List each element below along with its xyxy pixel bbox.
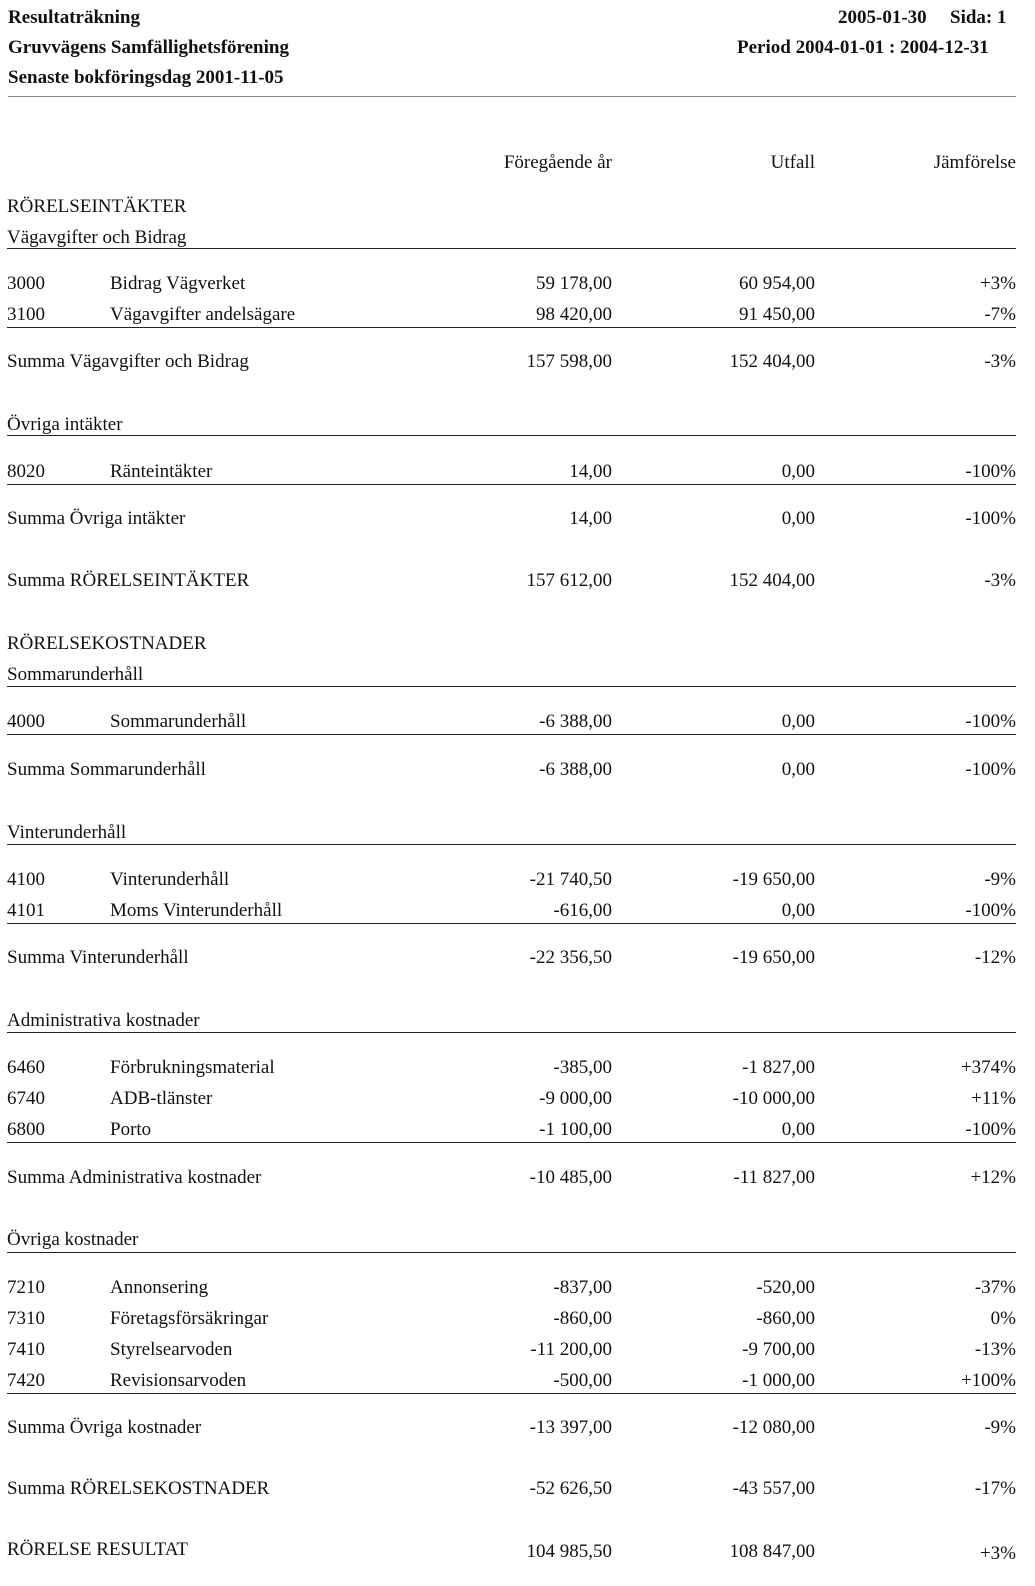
comparison-value: -100% — [965, 461, 1016, 482]
report-title: Resultaträkning — [8, 7, 140, 28]
comparison-value: -37% — [974, 1277, 1016, 1298]
prev-year-value: -9 000,00 — [539, 1088, 612, 1109]
group-rule — [7, 248, 1016, 249]
prev-year-value: -837,00 — [553, 1277, 612, 1298]
subtotal-prev-year: -10 485,00 — [529, 1167, 612, 1188]
account-code: 3100 — [7, 304, 45, 325]
account-code: 7210 — [7, 1277, 45, 1298]
section-total-outcome: 152 404,00 — [729, 570, 815, 591]
account-code: 8020 — [7, 461, 45, 482]
prev-year-value: -616,00 — [553, 900, 612, 921]
prev-year-value: 14,00 — [569, 461, 612, 482]
outcome-value: 0,00 — [781, 1119, 815, 1140]
prev-year-value: -860,00 — [553, 1308, 612, 1329]
rows-rule — [7, 484, 1016, 485]
subtotal-comparison: -12% — [974, 947, 1016, 968]
subtotal-label: Summa Övriga intäkter — [7, 508, 186, 529]
group-rule — [7, 844, 1016, 845]
subtotal-comparison: +12% — [970, 1167, 1016, 1188]
outcome-value: 0,00 — [781, 461, 815, 482]
comparison-value: -13% — [974, 1339, 1016, 1360]
section-total-prev-year: -52 626,50 — [529, 1478, 612, 1499]
section-total-label: Summa RÖRELSEKOSTNADER — [7, 1478, 270, 1499]
account-code: 6740 — [7, 1088, 45, 1109]
subtotal-label: Summa Vägavgifter och Bidrag — [7, 351, 249, 372]
account-name: Vägavgifter andelsägare — [110, 304, 296, 325]
section-title: RÖRELSEKOSTNADER — [7, 633, 207, 654]
account-code: 6460 — [7, 1057, 45, 1078]
col-header-prev-year: Föregående år — [503, 152, 612, 173]
subtotal-outcome: 0,00 — [781, 508, 815, 529]
prev-year-value: 98 420,00 — [536, 304, 612, 325]
prev-year-value: -1 100,00 — [539, 1119, 612, 1140]
subtotal-label: Summa Vinterunderhåll — [7, 947, 189, 968]
subtotal-label: Summa Administrativa kostnader — [7, 1167, 262, 1188]
section-total-outcome: -43 557,00 — [732, 1478, 815, 1499]
account-code: 7310 — [7, 1308, 45, 1329]
outcome-value: 91 450,00 — [739, 304, 815, 325]
account-name: Moms Vinterunderhåll — [110, 900, 283, 921]
group-title: Övriga intäkter — [7, 414, 123, 435]
account-code: 3000 — [7, 273, 45, 294]
rows-rule — [7, 734, 1016, 735]
section-total-comparison: -3% — [984, 570, 1016, 591]
group-title: Vinterunderhåll — [7, 822, 127, 843]
account-name: Styrelsearvoden — [110, 1339, 233, 1360]
group-rule — [7, 435, 1016, 436]
subtotal-outcome: 0,00 — [781, 759, 815, 780]
outcome-value: 0,00 — [781, 711, 815, 732]
group-rule — [7, 1252, 1016, 1253]
comparison-value: +3% — [979, 273, 1016, 294]
account-name: Företagsförsäkringar — [110, 1308, 269, 1329]
page-number: Sida: 1 — [950, 7, 1007, 28]
subtotal-outcome: 152 404,00 — [729, 351, 815, 372]
group-title: Sommarunderhåll — [7, 664, 144, 685]
account-name: Ränteintäkter — [110, 461, 213, 482]
outcome-value: 0,00 — [781, 900, 815, 921]
group-title: Vägavgifter och Bidrag — [7, 227, 187, 248]
group-rule — [7, 1032, 1016, 1033]
outcome-value: -1 827,00 — [742, 1057, 815, 1078]
subtotal-outcome: -12 080,00 — [732, 1417, 815, 1438]
col-header-outcome: Utfall — [770, 152, 815, 173]
outcome-value: -10 000,00 — [732, 1088, 815, 1109]
comparison-value: -9% — [984, 869, 1016, 890]
section-total-label: Summa RÖRELSEINTÄKTER — [7, 570, 250, 591]
subtotal-prev-year: -13 397,00 — [529, 1417, 612, 1438]
comparison-value: +374% — [960, 1057, 1016, 1078]
prev-year-value: -500,00 — [553, 1370, 612, 1391]
account-name: Porto — [110, 1119, 152, 1140]
outcome-value: -520,00 — [756, 1277, 815, 1298]
subtotal-comparison: -9% — [984, 1417, 1016, 1438]
prev-year-value: -21 740,50 — [529, 869, 612, 890]
report-date: 2005-01-30 — [838, 7, 927, 28]
subtotal-outcome: -11 827,00 — [733, 1167, 815, 1188]
group-title: Administrativa kostnader — [7, 1010, 200, 1031]
outcome-value: -19 650,00 — [732, 869, 815, 890]
account-code: 4100 — [7, 869, 45, 890]
report-period: Period 2004-01-01 : 2004-12-31 — [737, 37, 989, 58]
account-name: Bidrag Vägverket — [110, 273, 246, 294]
account-name: Revisionsarvoden — [110, 1370, 247, 1391]
subtotal-label: Summa Sommarunderhåll — [7, 759, 206, 780]
subtotal-comparison: -3% — [984, 351, 1016, 372]
section-title: RÖRELSEINTÄKTER — [7, 196, 187, 217]
section-total-prev-year: 157 612,00 — [526, 570, 612, 591]
subtotal-prev-year: 157 598,00 — [526, 351, 612, 372]
account-code: 6800 — [7, 1119, 45, 1140]
outcome-value: 60 954,00 — [739, 273, 815, 294]
subtotal-outcome: -19 650,00 — [732, 947, 815, 968]
comparison-value: -100% — [965, 900, 1016, 921]
account-code: 4000 — [7, 711, 45, 732]
prev-year-value: 59 178,00 — [536, 273, 612, 294]
subtotal-prev-year: -22 356,50 — [529, 947, 612, 968]
account-code: 7420 — [7, 1370, 45, 1391]
section-total-comparison: -17% — [974, 1478, 1016, 1499]
rows-rule — [7, 1393, 1016, 1394]
comparison-value: -100% — [965, 711, 1016, 732]
comparison-value: +100% — [960, 1370, 1016, 1391]
account-code: 7410 — [7, 1339, 45, 1360]
outcome-value: -860,00 — [756, 1308, 815, 1329]
rows-rule — [7, 327, 1016, 328]
prev-year-value: -385,00 — [553, 1057, 612, 1078]
comparison-value: -7% — [984, 304, 1016, 325]
prev-year-value: -6 388,00 — [539, 711, 612, 732]
outcome-value: -1 000,00 — [742, 1370, 815, 1391]
subtotal-prev-year: -6 388,00 — [539, 759, 612, 780]
group-rule — [7, 686, 1016, 687]
rows-rule — [7, 923, 1016, 924]
comparison-value: 0% — [990, 1308, 1016, 1329]
operating-result-prev-year: 104 985,50 — [526, 1541, 612, 1562]
account-name: Förbrukningsmaterial — [110, 1057, 275, 1078]
account-name: ADB-tlänster — [110, 1088, 213, 1109]
group-title: Övriga kostnader — [7, 1229, 139, 1250]
comparison-value: -100% — [965, 1119, 1016, 1140]
rows-rule — [7, 1142, 1016, 1143]
subtotal-comparison: -100% — [965, 759, 1016, 780]
last-booking-date: Senaste bokföringsdag 2001-11-05 — [8, 67, 284, 88]
account-code: 4101 — [7, 900, 45, 921]
subtotal-prev-year: 14,00 — [569, 508, 612, 529]
subtotal-comparison: -100% — [965, 508, 1016, 529]
operating-result-label: RÖRELSE RESULTAT — [7, 1539, 188, 1560]
outcome-value: -9 700,00 — [742, 1339, 815, 1360]
organization-name: Gruvvägens Samfällighetsförening — [8, 37, 289, 58]
account-name: Sommarunderhåll — [110, 711, 247, 732]
operating-result-comparison: +3% — [979, 1543, 1016, 1564]
col-header-comparison: Jämförelse — [933, 152, 1016, 173]
account-name: Annonsering — [110, 1277, 209, 1298]
comparison-value: +11% — [971, 1088, 1016, 1109]
subtotal-label: Summa Övriga kostnader — [7, 1417, 202, 1438]
operating-result-outcome: 108 847,00 — [729, 1541, 815, 1562]
account-name: Vinterunderhåll — [110, 869, 230, 890]
prev-year-value: -11 200,00 — [530, 1339, 612, 1360]
header-divider — [8, 96, 1016, 97]
